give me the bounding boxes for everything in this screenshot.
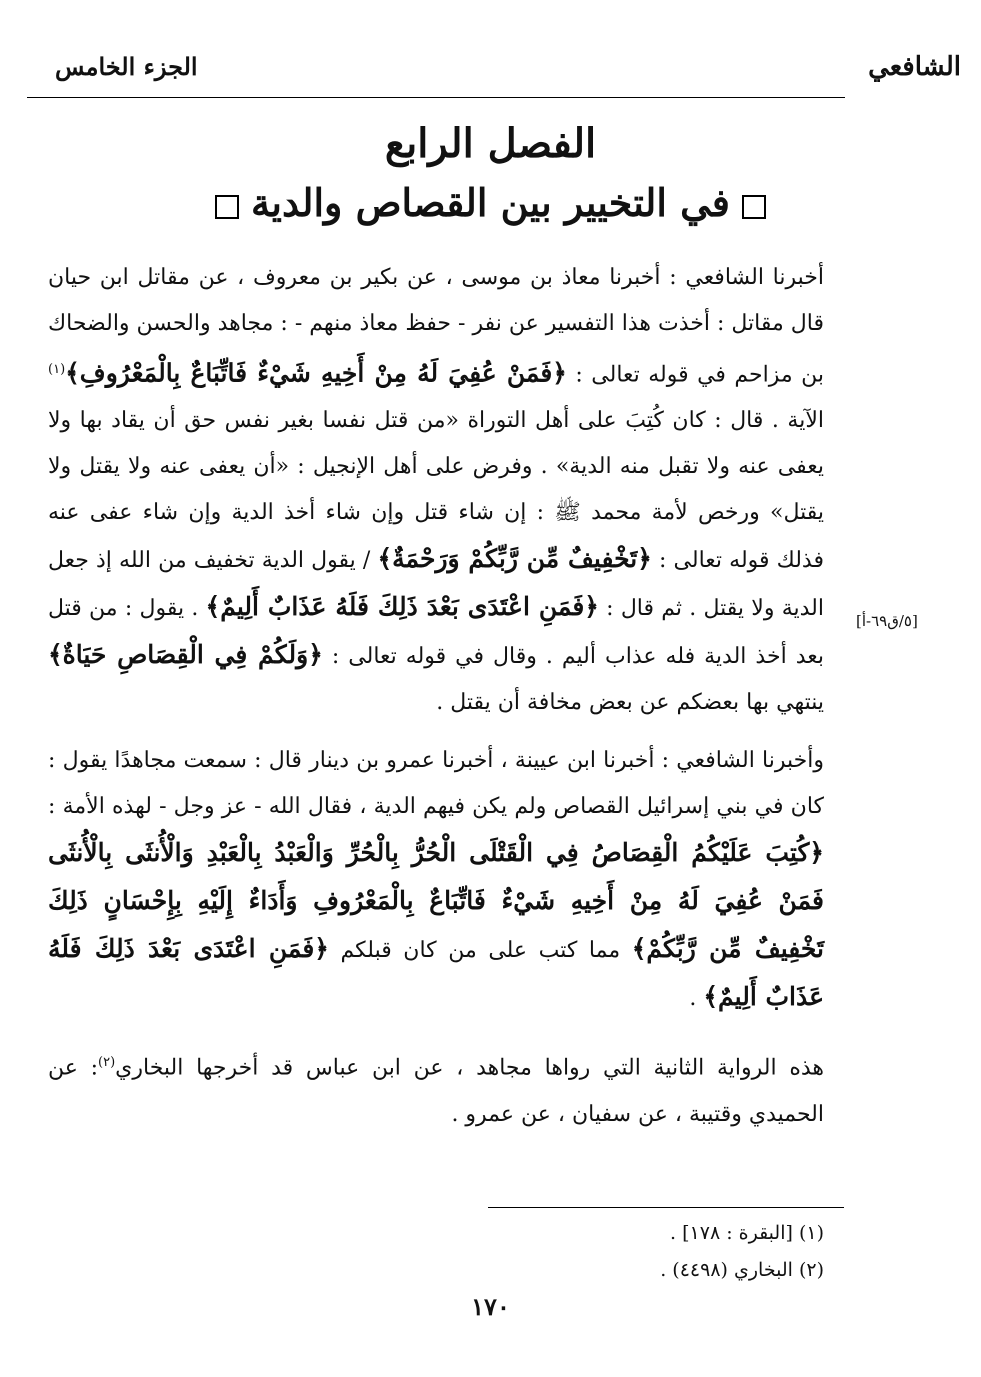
footnote-rule bbox=[488, 1207, 844, 1208]
p2-text-c: . bbox=[689, 986, 704, 1012]
square-ornament-right bbox=[742, 195, 766, 219]
p2-text-a: وأخبرنا الشافعي : أخبرنا ابن عيينة ، أخبرنا عمرو بن دينار قال : سمعت مجاهدًا يقول : كان في بني إسرائيل القصاص ولم يكن فيهم الدية ، فقال الله - عز وجل - لهذه الأمة : bbox=[48, 748, 824, 820]
paragraph-2 bbox=[48, 738, 824, 1022]
paragraph-3 bbox=[48, 1040, 824, 1137]
quran-quote: ﴿فَمَنْ عُفِيَ لَهُ مِنْ أَخِيهِ شَيْءٌ فَاتِّبَاعٌ بِالْمَعْرُوفِ﴾ bbox=[65, 358, 567, 388]
paragraph-1 bbox=[48, 255, 824, 726]
p3-text-a: هذه الرواية الثانية التي رواها مجاهد ، عن ابن عباس قد أخرجها البخاري bbox=[115, 1055, 824, 1081]
square-ornament-left bbox=[215, 195, 239, 219]
p1-text-b: الآية . قال : كان كُتِبَ على أهل التوراة «من قتل نفسا بغير نفس حق أن يقاد بها ولا يعفى عنه ولا تقبل منه الدية» . وفرض على أهل الإنجيل : «أن يعفى عنه ولا يقتل ولا يقتل» ورخص لأمة محمد ﷺ : إن شاء قتل وإن شاء أخذ الدية وإن شاء عفى عنه فذلك قوله تعالى : bbox=[48, 408, 824, 574]
quran-quote: ﴿تَخْفِيفٌ مِّن رَّبِّكُمْ وَرَحْمَةٌ﴾ bbox=[377, 544, 652, 574]
chapter-subtitle-text: في التخيير بين القصاص والدية bbox=[251, 180, 730, 225]
quran-quote: ﴿وَلَكُمْ فِي الْقِصَاصِ حَيَاةٌ﴾ bbox=[48, 640, 323, 670]
page-number: ١٧٠ bbox=[471, 1292, 510, 1321]
manuscript-margin-note: [٥/ق٦٩-أ] bbox=[856, 612, 918, 630]
chapter-title: الفصل الرابع bbox=[384, 120, 597, 167]
main-text bbox=[48, 255, 824, 1138]
p1-text-c: / يقول الدية تخفيف من الله إذ جعل الدية ولا يقتل . ثم قال : bbox=[48, 548, 824, 622]
header-volume: الجزء الخامس bbox=[55, 52, 198, 81]
quran-quote: ﴿فَمَنِ اعْتَدَى بَعْدَ ذَلِكَ فَلَهُ عَذَابٌ أَلِيمٌ﴾ bbox=[205, 592, 599, 622]
p1-text-a: أخبرنا الشافعي : أخبرنا معاذ بن موسى ، عن بكير بن معروف ، عن مقاتل ابن حيان قال مقاتل : أخذت هذا التفسير عن نفر - حفظ معاذ منهم - : مجاهد والحسن والضحاك بن مزاحم في قوله تعالى : bbox=[48, 265, 825, 388]
footnote-1: (١) [البقرة : ١٧٨] . bbox=[670, 1222, 824, 1244]
footnote-ref-2: (٢) bbox=[98, 1055, 116, 1071]
header-rule bbox=[27, 97, 845, 98]
footnote-ref-1: (١) bbox=[48, 362, 66, 377]
p1-text-e: ينتهي بها بعضكم عن بعض مخافة أن يقتل . bbox=[436, 690, 824, 716]
p1-text-d: . يقول : من قتل بعد أخذ الدية فله عذاب أليم . وقال في قوله تعالى : bbox=[48, 596, 824, 670]
quran-quote: ﴿فَمَنِ اعْتَدَى بَعْدَ ذَلِكَ فَلَهُ عَذَابٌ أَلِيمٌ﴾ bbox=[48, 934, 824, 1012]
p2-text-b: مما كتب على من كان قبلكم bbox=[328, 938, 632, 964]
header-book-title: الشافعي bbox=[868, 52, 961, 82]
chapter-subtitle bbox=[0, 180, 981, 225]
p3-text-b: : عن الحميدي وقتيبة ، عن سفيان ، عن عمرو . bbox=[48, 1055, 824, 1127]
footnote-2: (٢) البخاري (٤٤٩٨) . bbox=[660, 1259, 824, 1281]
quran-quote: ﴿كُتِبَ عَلَيْكُمُ الْقِصَاصُ فِي الْقَتْلَى الْحُرُّ بِالْحُرِّ وَالْعَبْدُ بِالْعَبْدِ وَالْأُنثَى بِالْأُنثَى فَمَنْ عُفِيَ لَهُ مِنْ أَخِيهِ شَيْءٌ فَاتِّبَاعٌ بِالْمَعْرُوفِ وَأَدَاءٌ إِلَيْهِ بِإِحْسَانٍ ذَلِكَ تَخْفِيفٌ مِّن رَّبِّكُمْ﴾ bbox=[48, 838, 824, 964]
